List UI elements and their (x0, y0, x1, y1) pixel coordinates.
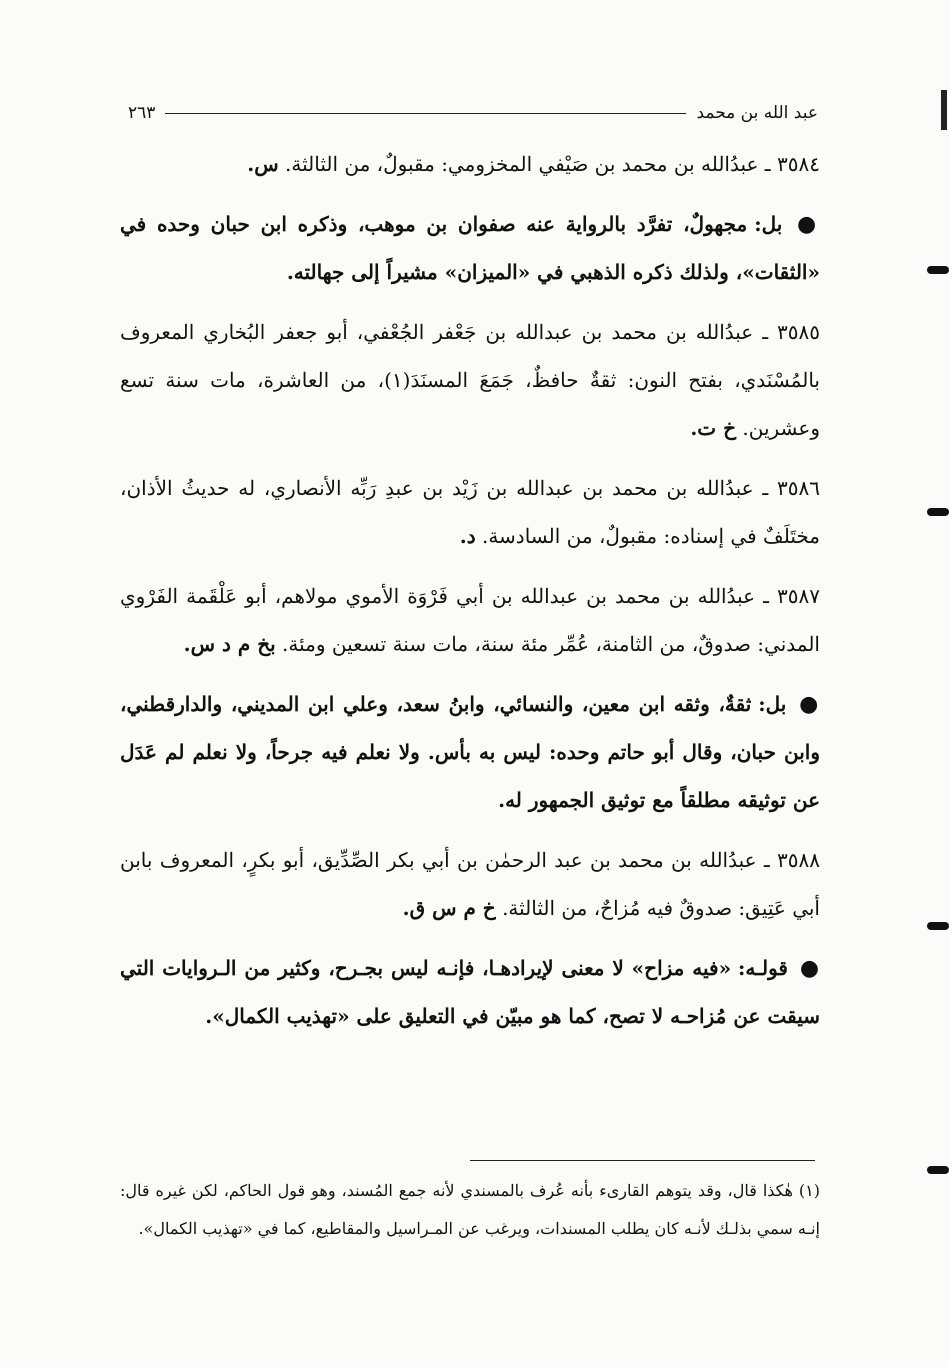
editor-note (120, 200, 820, 296)
biography-entry (120, 572, 820, 668)
note-text: بل: مجهولٌ، تفرَّد بالرواية عنه صفوان بن موهب، وذكره ابن حبان وحده في «الثقات»، ولذلك ذكره الذهبي في «الميزان» مشيراً إلى جهالته. (120, 212, 820, 284)
footnote-separator (470, 1160, 815, 1161)
page-body (120, 140, 820, 1052)
note-text: قولـه: «فيه مزاح» لا معنى لإيرادهـا، فإنـه ليس بجـرح، وكثير من الـروايات التي سيقت عن مُزاحـه لا تصح، كما هو مبيّن في التعليق على «تهذيب الكمال». (120, 956, 820, 1028)
biography-entry (120, 140, 820, 188)
entry-sigla: خ م س ق. (402, 896, 496, 920)
page-edge-mark (927, 922, 949, 930)
entry-text: ٣٥٨٨ ـ عبدُالله بن محمد بن عبد الرحمٰن بن أبي بكر الصِّدِّيق، أبو بكرٍ، المعروف بابن أبي عَتِيق: صدوقٌ فيه مُزاحٌ، من الثالثة. (120, 848, 820, 920)
running-header (128, 98, 818, 128)
header-title: عبد الله بن محمد (696, 103, 818, 123)
biography-entry (120, 464, 820, 560)
entry-text: ٣٥٨٧ ـ عبدُالله بن محمد بن عبدالله بن أبي فَرْوَة الأموي مولاهم، أبو عَلْقَمة الفَرْوي المدني: صدوقٌ، من الثامنة، عُمِّر مئة سنة، مات سنة تسعين ومئة. (120, 584, 820, 656)
bullet-icon: ● (799, 691, 820, 717)
header-rule (165, 113, 686, 114)
page-edge-mark (927, 508, 949, 516)
editor-note (120, 680, 820, 824)
page-edge-shadow (941, 90, 947, 130)
entry-sigla: بخ م د س. (183, 632, 276, 656)
biography-entry (120, 836, 820, 932)
biography-entry (120, 308, 820, 452)
footnotes (120, 1172, 820, 1248)
page-edge-mark (927, 1166, 949, 1174)
footnote: (١) هٰكذا قال، وقد يتوهم القارىء بأنه عُرف بالمسندي لأنه جمع المُسند، وهو قول الحاكم، لكن غيره قال: إنـه سمي بذلـك لأنـه كان يطلب المسندات، ويرغب عن المـراسيل والمقاطيع، كما في «تهذيب الكمال». (120, 1181, 820, 1238)
entry-text: ٣٥٨٥ ـ عبدُالله بن محمد بن عبدالله بن جَعْفر الجُعْفي، أبو جعفر البُخاري المعروف بالمُسْنَدي، بفتح النون: ثقةٌ حافظٌ، جَمَعَ المسنَدَ(١)، من العاشرة، مات سنة تسع وعشرين. (120, 320, 821, 440)
page-number: ٢٦٣ (128, 103, 156, 123)
entry-text: ٣٥٨٤ ـ عبدُالله بن محمد بن صَيْفي المخزومي: مقبولٌ، من الثالثة. (285, 152, 820, 176)
bullet-icon: ● (799, 955, 821, 981)
entry-sigla: س. (247, 152, 279, 176)
bullet-icon: ● (797, 211, 820, 237)
note-text: بل: ثقةٌ، وثقه ابن معين، والنسائي، وابنُ سعد، وعلي ابن المديني، والدارقطني، وابن حبان، وقال أبو حاتم وحده: ليس به بأس. ولا نعلم فيه جرحاً، ولا نعلم لم عَدَل عن توثيقه مطلقاً مع توثيق الجمهور له. (120, 692, 820, 812)
entry-sigla: خ ت. (690, 416, 737, 440)
entry-sigla: د. (459, 524, 476, 548)
entry-text: ٣٥٨٦ ـ عبدُالله بن محمد بن عبدالله بن زَيْد بن عبدِ رَبِّه الأنصاري، له حديثُ الأذان، مختَلَفٌ في إسناده: مقبولٌ، من السادسة. (120, 476, 820, 548)
page-edge-mark (927, 266, 949, 274)
editor-note (120, 944, 820, 1040)
